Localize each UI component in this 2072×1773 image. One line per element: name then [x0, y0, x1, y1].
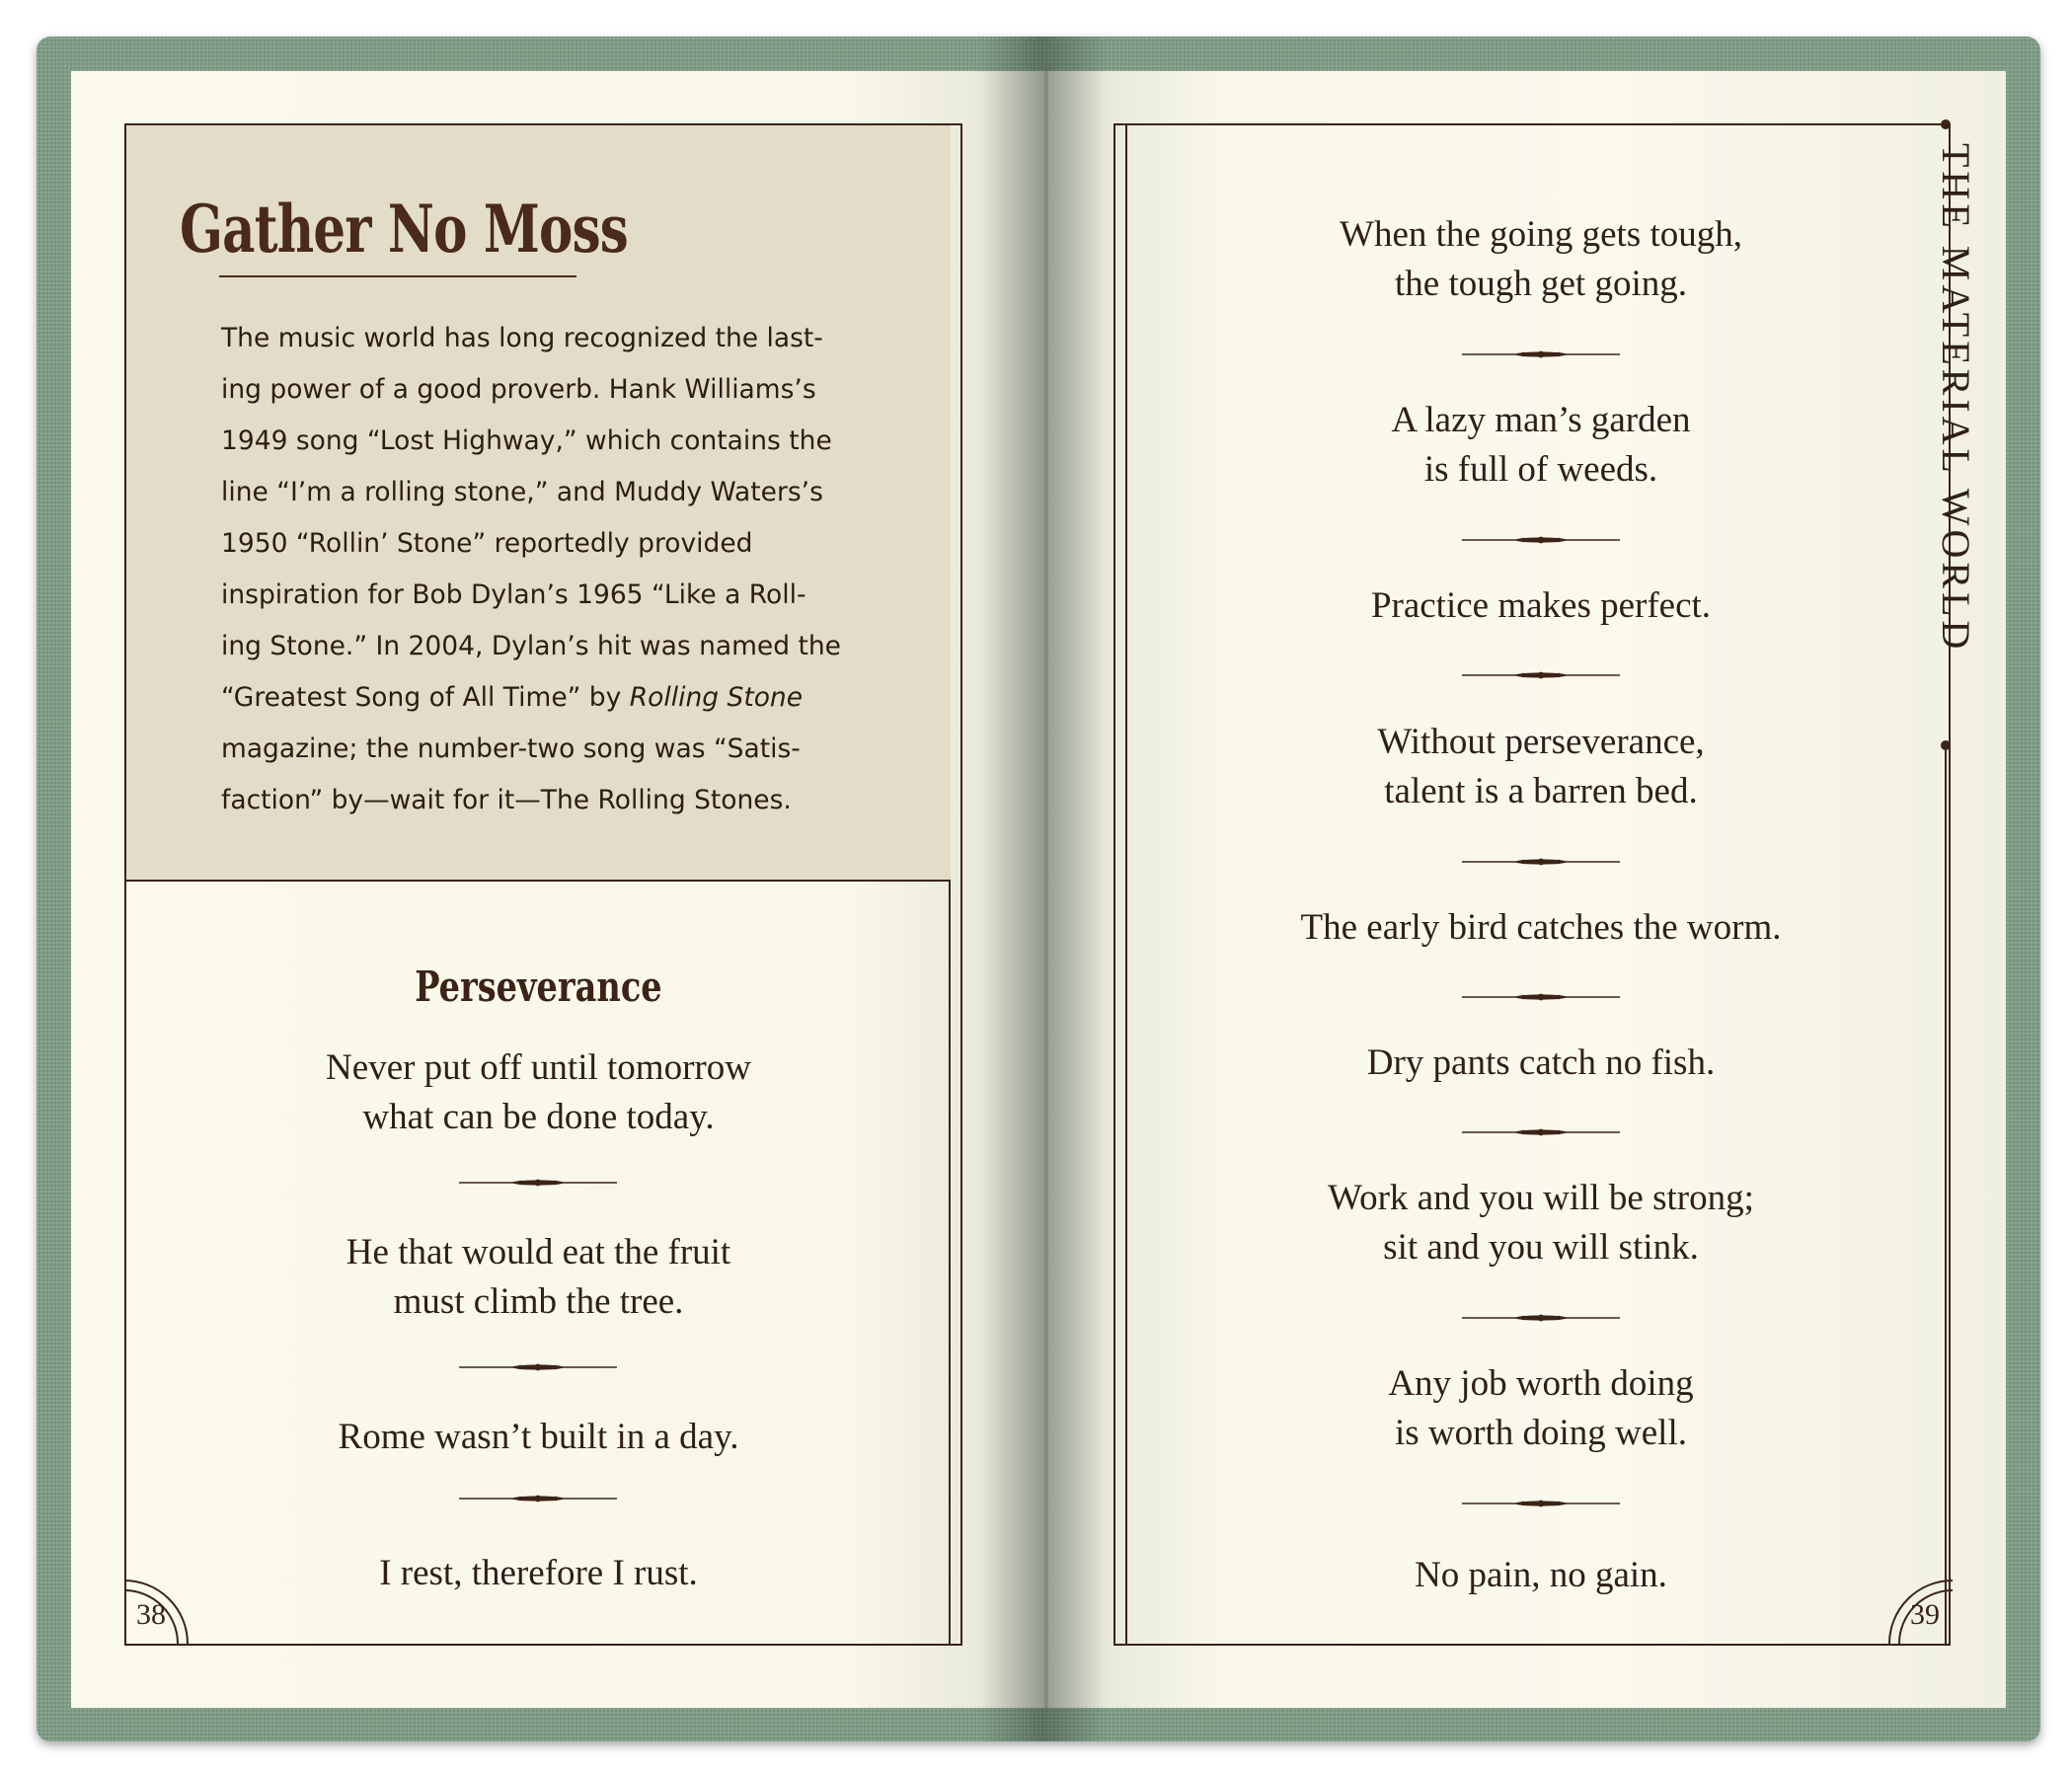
- sidebar-line: The music world has long recognized the last-: [221, 323, 823, 353]
- proverb-line: Practice makes perfect.: [1370, 585, 1712, 626]
- proverb: [126, 1043, 951, 1142]
- sidebar-line-text: “Greatest Song of All Time” by: [221, 682, 630, 713]
- ornamental-divider-icon: [1462, 1499, 1620, 1508]
- proverb: [1115, 1551, 1966, 1600]
- right-page-frame: [1113, 123, 1951, 1646]
- proverb-line: Without perseverance,: [1377, 722, 1705, 762]
- proverb-line: I rest, therefore I rust.: [379, 1553, 698, 1593]
- proverb: [1115, 1039, 1966, 1088]
- ornamental-divider-icon: [1462, 349, 1620, 359]
- sidebar-line: [221, 672, 863, 724]
- proverb-line: is full of weeds.: [1423, 449, 1658, 490]
- proverb-line: Any job worth doing: [1388, 1363, 1694, 1404]
- sidebar-line: 1950 “Rollin’ Stone” reportedly provided: [221, 528, 753, 559]
- sidebar-title-underline: [219, 275, 576, 277]
- ornamental-divider-icon: [1462, 857, 1620, 867]
- ornamental-divider-icon: [459, 1178, 617, 1188]
- proverb-line: is worth doing well.: [1395, 1413, 1687, 1453]
- proverb-line: Rome wasn’t built in a day.: [338, 1417, 739, 1457]
- proverb: [1115, 1359, 1966, 1458]
- running-head-rule: [1945, 750, 1947, 1646]
- sidebar-line: line “I’m a rolling stone,” and Muddy Waters’s: [221, 477, 823, 507]
- proverb: [1115, 718, 1966, 816]
- ornamental-divider-icon: [459, 1362, 617, 1372]
- proverb-line: Work and you will be strong;: [1328, 1178, 1754, 1218]
- proverb: [126, 1228, 951, 1327]
- proverb-line: the tough get going.: [1395, 264, 1687, 304]
- proverb-line: Dry pants catch no fish.: [1366, 1042, 1716, 1083]
- proverb: [1115, 396, 1966, 495]
- proverb: [126, 1413, 951, 1462]
- ornamental-divider-icon: [459, 1494, 617, 1503]
- running-head-dot: [1941, 119, 1951, 129]
- gutter: [1044, 71, 1048, 1708]
- page-number: 38: [136, 1598, 166, 1631]
- proverb-line: No pain, no gain.: [1415, 1555, 1667, 1595]
- proverb: [1115, 210, 1966, 309]
- book-spine: [979, 37, 1108, 1741]
- ornamental-divider-icon: [1462, 535, 1620, 545]
- sidebar-line: ing power of a good proverb. Hank Williams’s: [221, 374, 816, 405]
- proverb-line: A lazy man’s garden: [1391, 400, 1691, 440]
- proverb-line: must climb the tree.: [393, 1281, 684, 1322]
- ornamental-divider-icon: [1462, 992, 1620, 1002]
- sidebar-line: inspiration for Bob Dylan’s 1965 “Like a Roll-: [221, 579, 806, 610]
- proverb: [126, 1549, 951, 1598]
- proverb: [1115, 903, 1966, 953]
- proverb: [1115, 581, 1966, 631]
- sidebar-line: magazine; the number-two song was “Satis-: [221, 733, 801, 764]
- section-title: Perseverance: [415, 963, 662, 1011]
- proverb-line: what can be done today.: [362, 1097, 715, 1137]
- proverb: [1115, 1174, 1966, 1272]
- ornamental-divider-icon: [1462, 1313, 1620, 1323]
- proverb-line: The early bird catches the worm.: [1300, 907, 1782, 948]
- magazine-title: Rolling Stone: [629, 682, 804, 713]
- ornamental-divider-icon: [1462, 1127, 1620, 1137]
- sidebar-line: ing Stone.” In 2004, Dylan’s hit was named the: [221, 631, 841, 661]
- proverb-line: talent is a barren bed.: [1384, 771, 1698, 811]
- left-page-frame: [124, 123, 962, 1646]
- proverb-line: sit and you will stink.: [1383, 1227, 1699, 1268]
- sidebar-body: [221, 313, 863, 826]
- sidebar-box: [126, 125, 951, 882]
- proverb-line: He that would eat the fruit: [345, 1232, 731, 1272]
- proverb-line: Never put off until tomorrow: [326, 1047, 751, 1088]
- sidebar-title: Gather No Moss: [180, 191, 629, 268]
- sidebar-line: faction” by—wait for it—The Rolling Stones.: [221, 785, 792, 815]
- ornamental-divider-icon: [1462, 670, 1620, 680]
- proverb-line: When the going gets tough,: [1340, 214, 1742, 255]
- sidebar-line: 1949 song “Lost Highway,” which contains the: [221, 425, 832, 456]
- running-head-dot: [1941, 740, 1951, 750]
- running-head: THE MATERIAL WORLD: [1934, 143, 1978, 654]
- page-number: 39: [1910, 1598, 1940, 1631]
